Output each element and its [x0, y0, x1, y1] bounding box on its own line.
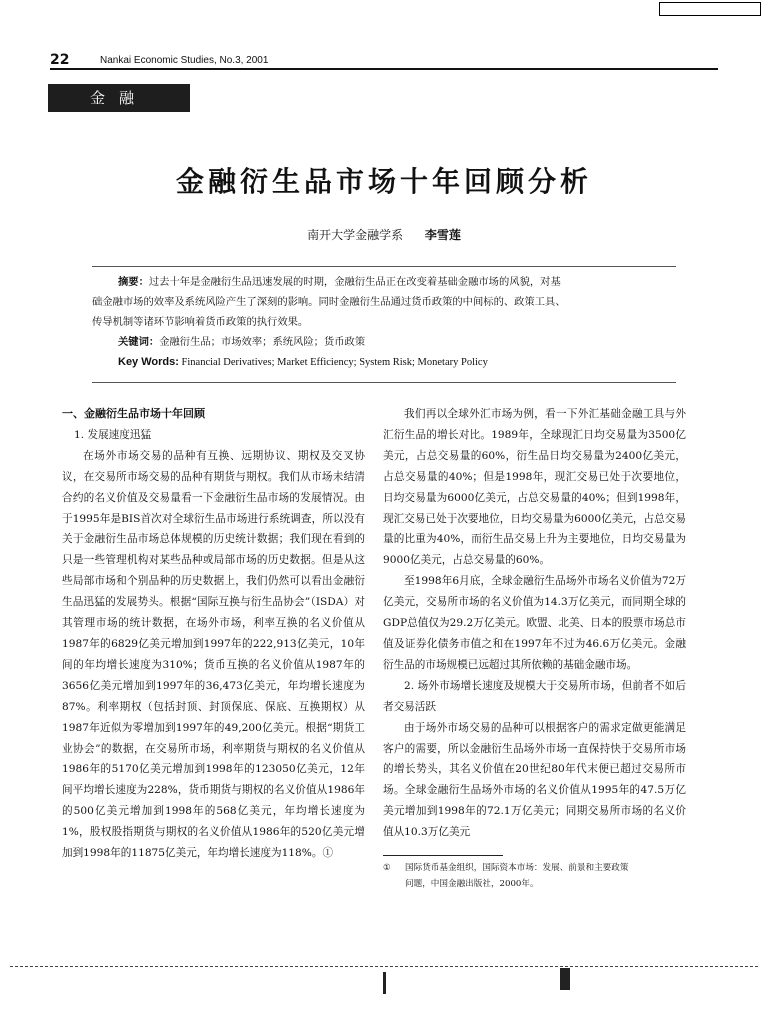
running-header — [50, 54, 718, 70]
abstract-bottom-rule — [92, 382, 676, 383]
footnote-line-1 — [383, 860, 693, 876]
abstract-text-1: 过去十年是金融衍生品迅速发展的时期，金融衍生品正在改变着基础金融市场的风貌，对基 — [148, 276, 561, 288]
scan-artifact-mark — [560, 968, 570, 990]
section-heading-1: 一、金融衍生品市场十年回顾 — [62, 407, 205, 420]
byline — [0, 226, 768, 243]
footnote-rule — [383, 855, 503, 856]
abstract-line-1 — [92, 272, 676, 292]
abstract-label: 摘要： — [118, 276, 149, 288]
body-paragraph: 由于场外市场交易的品种可以根据客户的需求定做更能满足客户的需要，所以金融衍生品场外市场一直保持快于交易所市场的增长势头，其名义价值在20世纪80年代末便已超过交易所市场。全球金融衍生品场外市场的名义价值从1995年的47.5万亿美元增加到1998年的72.1万亿美元；同期交易所市场的名义价值从10.3万亿美元 — [383, 721, 686, 839]
scan-artifact-line — [10, 966, 758, 969]
keywords-en: Financial Derivatives; Market Efficiency; System Risk; Monetary Policy — [181, 357, 488, 368]
header-rule — [50, 68, 718, 70]
page-number: 22 — [50, 52, 70, 68]
keywords-label: 关键词： — [118, 336, 160, 348]
article-title: 金融衍生品市场十年回顾分析 — [175, 165, 592, 198]
author-name: 李雪莲 — [424, 228, 461, 242]
footnote-text-2: 问题，中国金融出版社，2000年。 — [405, 879, 539, 889]
footnote-text-1: 国际货币基金组织，国际资本市场：发展、前景和主要政策 — [405, 863, 629, 873]
journal-name: Nankai Economic Studies, No.3, 2001 — [100, 55, 269, 66]
footnote — [383, 860, 693, 892]
abstract-text-3: 传导机制等诸环节影响着货币政策的执行效果。 — [92, 316, 309, 328]
left-column — [62, 404, 365, 864]
abstract-top-rule — [92, 266, 676, 267]
body-paragraph: 至1998年6月底，全球金融衍生品场外市场名义价值为72万亿美元，交易所市场的名义价值为14.3万亿美元，而同期全球的GDP总值仅为29.2万亿美元。欧盟、北美、日本的股票市场总市值及证券化债务市值之和在1997年不过为46.6万亿美元。金融衍生品的市场规模已远超过其所依赖的基础金融市场。 — [383, 575, 686, 671]
subsection-heading-2: 2. 场外市场增长速度及规模大于交易所市场，但前者不如后者交易活跃 — [383, 679, 686, 713]
scan-artifact-mark — [383, 972, 386, 994]
body-paragraph: 在场外市场交易的品种有互换、远期协议、期权及交叉协议，在交易所市场交易的品种有期货与期权。我们从市场未结清合约的名义价值及交易量看一下金融衍生品市场的发展情况。由于1995年是BIS首次对全球衍生品市场进行系统调查，所以没有关于金融衍生品市场总体规模的历史统计数据；我们现在看到的只是一些管理机构对某些品种或局部市场的历史数据。但是从这些局部市场和个别品种的历史数据上，我们仍然可以看出金融衍生品迅猛的发展势头。根据“国际互换与衍生品协会”（ISDA）对其管理市场的统计数据，在场外市场，利率互换的名义价值从1987年的6829亿美元增加到1997年的222,913亿美元，10年间的年均增长速度为310%；货币互换的名义价值从1987年的3656亿美元增加到1997年的36,473亿美元，年均增长速度为87%。利率期权（包括封顶、封顶保底、保底、互换期权）从1987年近似为零增加到1997年的49,200亿美元。根据“期货工业协会”的数据，在交易所市场，利率期货与期权的名义价值从1986年的5170亿美元增加到1998年的123050亿美元，12年间平均增长速度为228%，货币期货与期权的名义价值从1986年的500亿美元增加到1998年的568亿美元，年均增长速度为1%，股权股指期货与期权的名义价值从1986年的520亿美元增加到1998年的11875亿美元，年均增长速度为118%。① — [62, 449, 365, 860]
subsection-heading-1: 1. 发展速度迅猛 — [74, 428, 152, 441]
keywords-en-label: Key Words: — [118, 356, 179, 368]
footnote-marker: ① — [383, 863, 391, 873]
right-column — [383, 404, 686, 843]
section-tag: 金融 — [48, 84, 190, 112]
page-corner-box — [659, 2, 761, 16]
abstract-block — [92, 272, 676, 373]
keywords-en-line — [92, 352, 676, 373]
affiliation: 南开大学金融学系 — [307, 228, 404, 242]
keywords-line — [92, 332, 676, 352]
keywords: 金融衍生品；市场效率；系统风险；货币政策 — [159, 336, 366, 348]
abstract-text-2: 础金融市场的效率及系统风险产生了深刻的影响。同时金融衍生品通过货币政策的中间标的、政策工具、 — [92, 296, 566, 308]
body-paragraph: 我们再以全球外汇市场为例，看一下外汇基础金融工具与外汇衍生品的增长对比。1989年，全球现汇日均交易量为3500亿美元，占总交易量的60%，衍生品日均交易量为2400亿美元，占总交易量的40%；但是1998年，现汇交易已处于次要地位，日均交易量为6000亿美元，占总交易量的40%；但到1998年，现汇交易已处于次要地位，日均交易量为6000亿美元，占总交易量的比重为40%，而衍生品交易上升为主要地位，日均交易量为9000亿美元，占总交易量的60%。 — [383, 408, 686, 567]
